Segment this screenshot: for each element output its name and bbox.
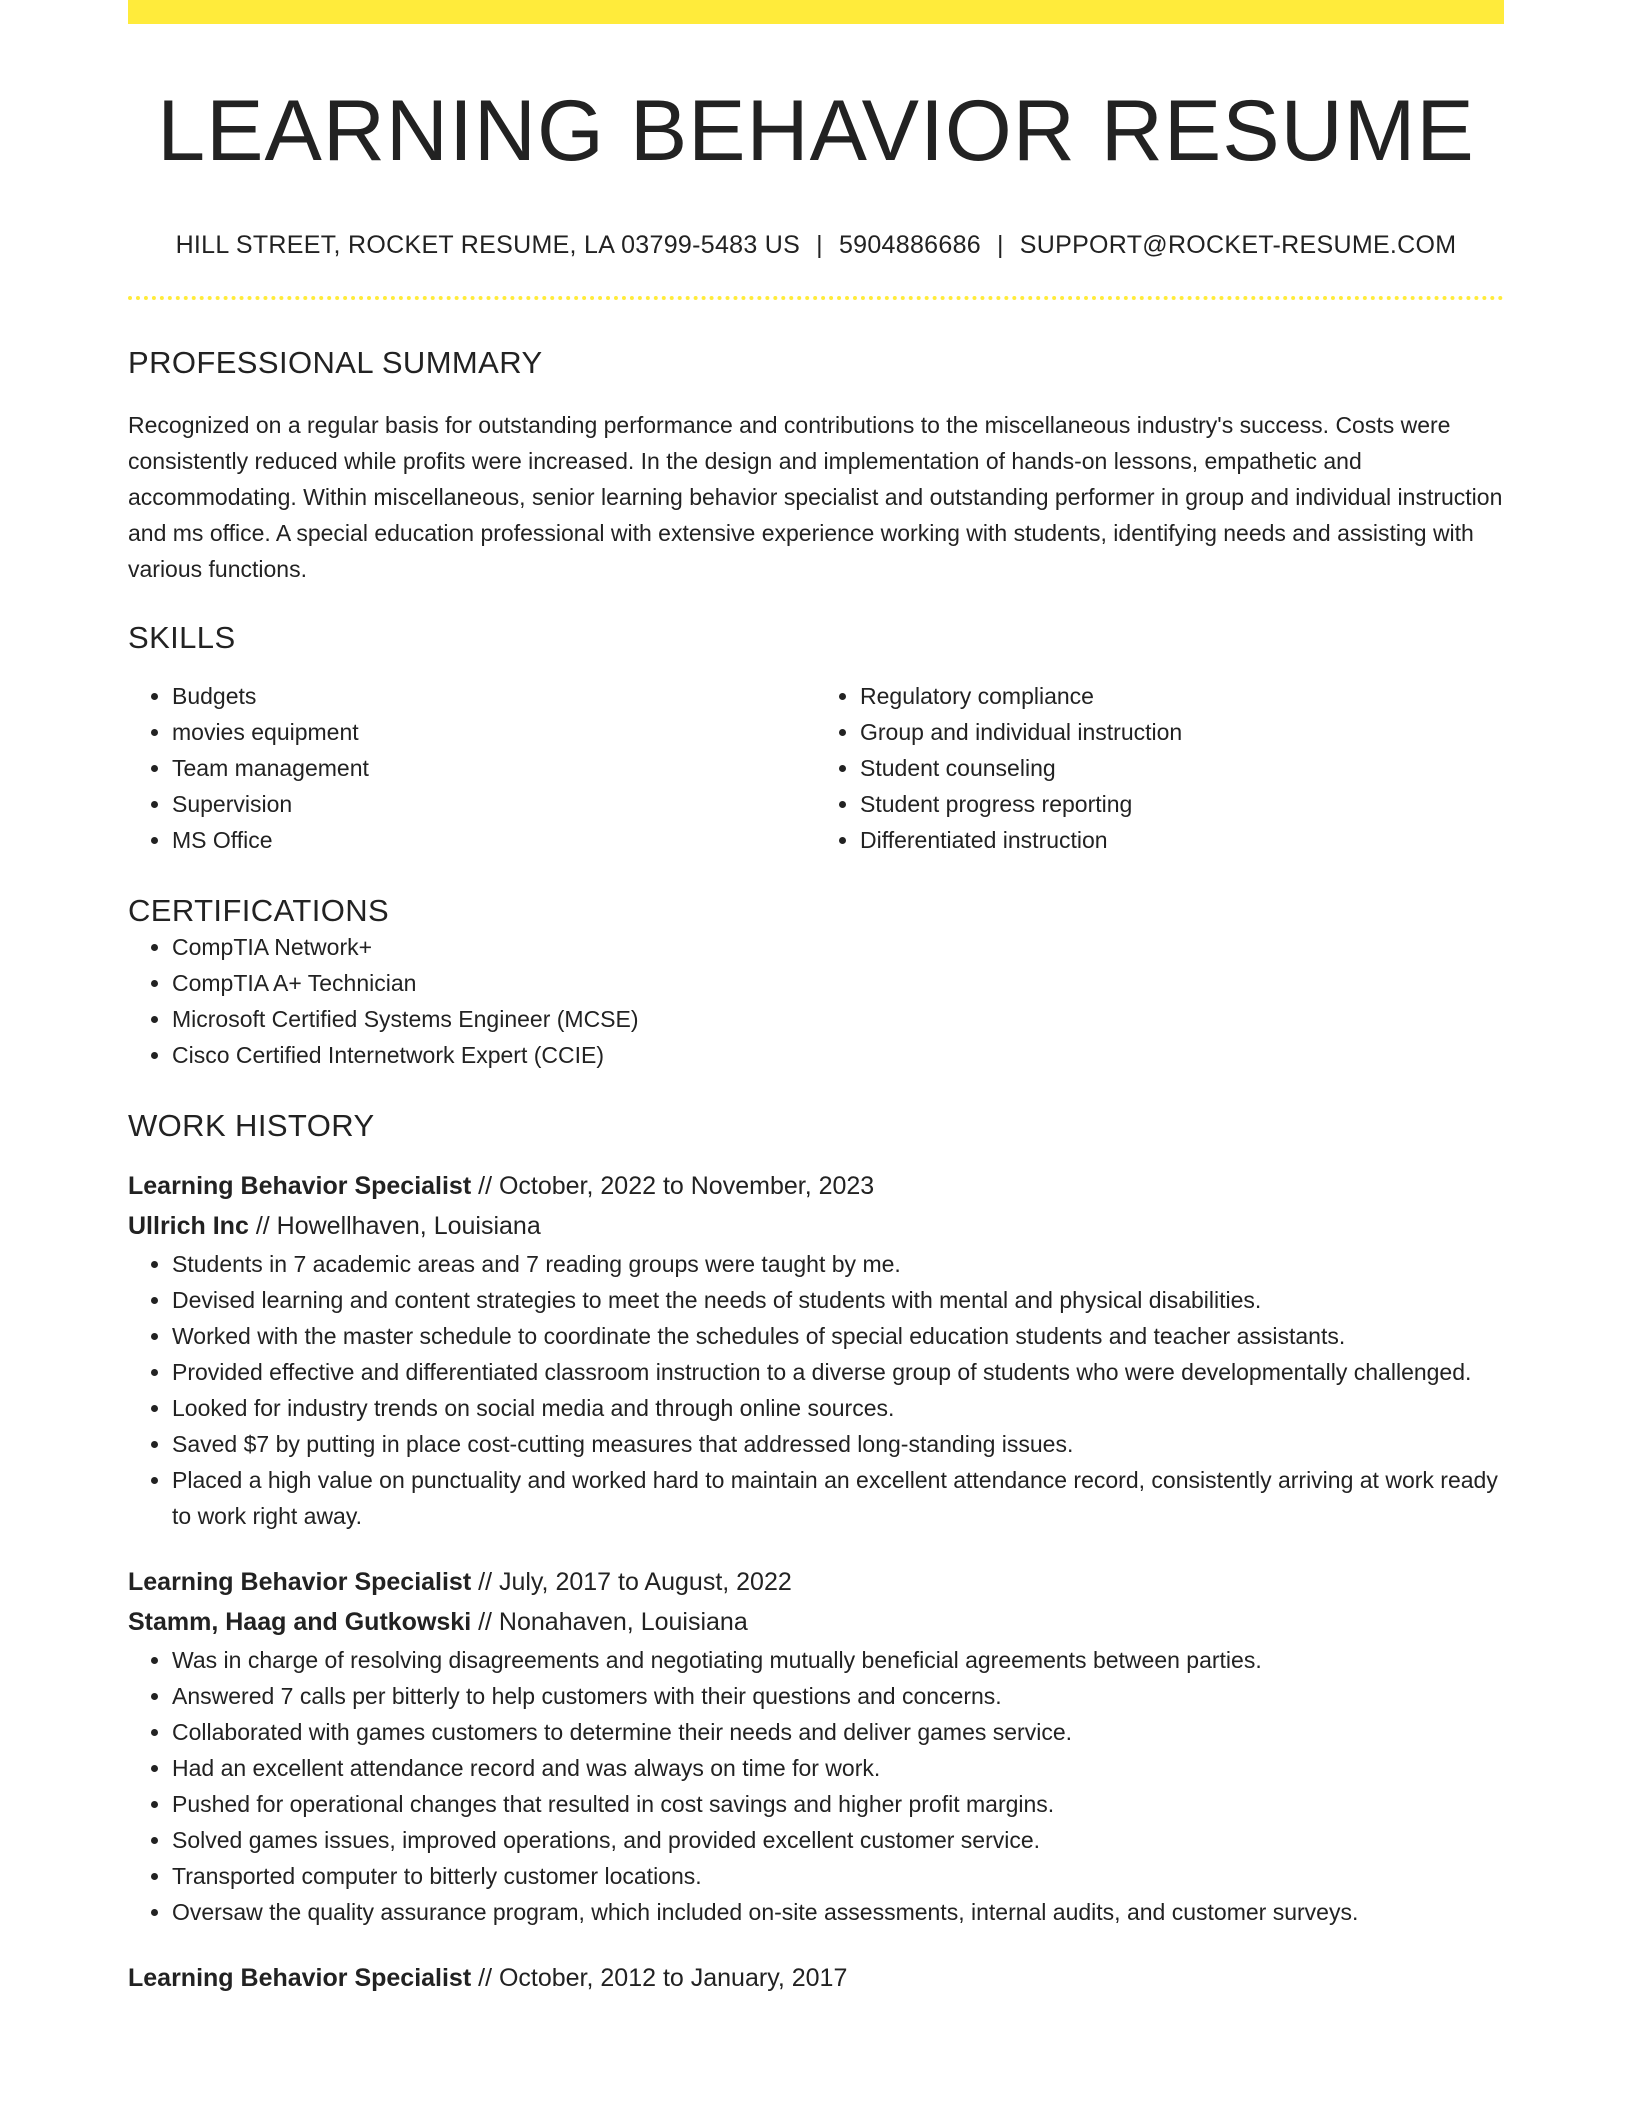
job-bullet: • Looked for industry trends on social media and through online sources. bbox=[172, 1390, 1504, 1426]
job-bullet: • Placed a high value on punctuality and worked hard to maintain an excellent attendance record, consistently arriving at work ready to work right away. bbox=[172, 1462, 1504, 1534]
job-location: // Nonahaven, Louisiana bbox=[471, 1608, 748, 1637]
skill-item: • MS Office bbox=[172, 822, 816, 858]
contact-email: SUPPORT@ROCKET-RESUME.COM bbox=[1019, 230, 1457, 259]
job-entry bbox=[128, 1562, 1504, 1642]
job-dates: // October, 2012 to January, 2017 bbox=[471, 1964, 848, 1993]
job-title-line bbox=[128, 1958, 1504, 1998]
certifications-list bbox=[128, 929, 1504, 1073]
job-role: Learning Behavior Specialist bbox=[128, 1964, 472, 1993]
certification-item: • CompTIA Network+ bbox=[172, 929, 1504, 965]
skill-item: • Supervision bbox=[172, 786, 816, 822]
top-accent-bar bbox=[128, 0, 1504, 24]
job-bullet: • Was in charge of resolving disagreements and negotiating mutually beneficial agreements between parties. bbox=[172, 1642, 1504, 1678]
skill-item: • Regulatory compliance bbox=[860, 678, 1504, 714]
job-bullet: • Transported computer to bitterly customer locations. bbox=[172, 1858, 1504, 1894]
contact-separator: | bbox=[996, 230, 1004, 259]
job-dates: // October, 2022 to November, 2023 bbox=[471, 1172, 875, 1201]
job-dates: // July, 2017 to August, 2022 bbox=[471, 1568, 792, 1597]
certifications-heading: CERTIFICATIONS bbox=[128, 892, 390, 928]
certification-item: • Microsoft Certified Systems Engineer (MCSE) bbox=[172, 1001, 1504, 1037]
job-entry bbox=[128, 1958, 1504, 1998]
job-bullet-list bbox=[128, 1642, 1504, 1930]
job-bullet: • Worked with the master schedule to coordinate the schedules of special education students and teacher assistants. bbox=[172, 1318, 1504, 1354]
contact-separator: | bbox=[816, 230, 823, 259]
dotted-divider bbox=[128, 296, 1504, 300]
skill-item: • Student progress reporting bbox=[860, 786, 1504, 822]
resume-page bbox=[128, 0, 1504, 1998]
summary-heading: PROFESSIONAL SUMMARY bbox=[128, 344, 543, 380]
job-bullet: • Saved $7 by putting in place cost-cutting measures that addressed long-standing issues. bbox=[172, 1426, 1504, 1462]
summary-text: Recognized on a regular basis for outstanding performance and contributions to the miscellaneous industry's success. Costs were consistently reduced while profits were increased. In the design and implementation of hands-on lessons, empathetic and accommodating. Within miscellaneous, senior learning behavior specialist and outstanding performer in group and individual instruction and ms office. A special education professional with extensive experience working with students, identifying needs and assisting with various functions. bbox=[128, 411, 1503, 582]
job-bullet: • Had an excellent attendance record and was always on time for work. bbox=[172, 1750, 1504, 1786]
skill-item: • Differentiated instruction bbox=[860, 822, 1504, 858]
skill-item: • Student counseling bbox=[860, 750, 1504, 786]
skills-list-left bbox=[128, 678, 816, 858]
job-location: // Howellhaven, Louisiana bbox=[248, 1212, 541, 1241]
skills-columns bbox=[128, 678, 1504, 858]
job-bullet: • Devised learning and content strategies to meet the needs of students with mental and physical disabilities. bbox=[172, 1282, 1504, 1318]
job-title-line bbox=[128, 1166, 1504, 1206]
job-bullet: • Collaborated with games customers to determine their needs and deliver games service. bbox=[172, 1714, 1504, 1750]
job-bullet: • Solved games issues, improved operations, and provided excellent customer service. bbox=[172, 1822, 1504, 1858]
certification-item: • CompTIA A+ Technician bbox=[172, 965, 1504, 1001]
contact-address: HILL STREET, ROCKET RESUME, LA 03799-5483 US bbox=[175, 230, 801, 259]
job-bullet: • Provided effective and differentiated classroom instruction to a diverse group of students who were developmentally challenged. bbox=[172, 1354, 1504, 1390]
job-company: Ullrich Inc bbox=[128, 1212, 249, 1241]
job-bullet: • Oversaw the quality assurance program, which included on-site assessments, internal audits, and customer surveys. bbox=[172, 1894, 1504, 1930]
skill-item: • movies equipment bbox=[172, 714, 816, 750]
job-entry bbox=[128, 1166, 1504, 1246]
job-title-line bbox=[128, 1562, 1504, 1602]
resume-title: LEARNING BEHAVIOR RESUME bbox=[157, 83, 1475, 179]
job-bullet: • Answered 7 calls per bitterly to help customers with their questions and concerns. bbox=[172, 1678, 1504, 1714]
skill-item: • Team management bbox=[172, 750, 816, 786]
job-bullet-list bbox=[128, 1246, 1504, 1534]
job-bullet: • Pushed for operational changes that resulted in cost savings and higher profit margins. bbox=[172, 1786, 1504, 1822]
contact-line bbox=[128, 231, 1504, 260]
skills-heading: SKILLS bbox=[128, 619, 236, 655]
contact-phone: 5904886686 bbox=[838, 230, 981, 259]
job-company: Stamm, Haag and Gutkowski bbox=[128, 1608, 472, 1637]
job-company-line bbox=[128, 1602, 1504, 1642]
job-company-line bbox=[128, 1206, 1504, 1246]
job-role: Learning Behavior Specialist bbox=[128, 1172, 472, 1201]
skill-item: • Group and individual instruction bbox=[860, 714, 1504, 750]
job-bullet: • Students in 7 academic areas and 7 reading groups were taught by me. bbox=[172, 1246, 1504, 1282]
skills-list-right bbox=[816, 678, 1504, 858]
skill-item: • Budgets bbox=[172, 678, 816, 714]
certification-item: • Cisco Certified Internetwork Expert (CCIE) bbox=[172, 1037, 1504, 1073]
job-role: Learning Behavior Specialist bbox=[128, 1568, 472, 1597]
work-history-heading: WORK HISTORY bbox=[128, 1108, 375, 1144]
